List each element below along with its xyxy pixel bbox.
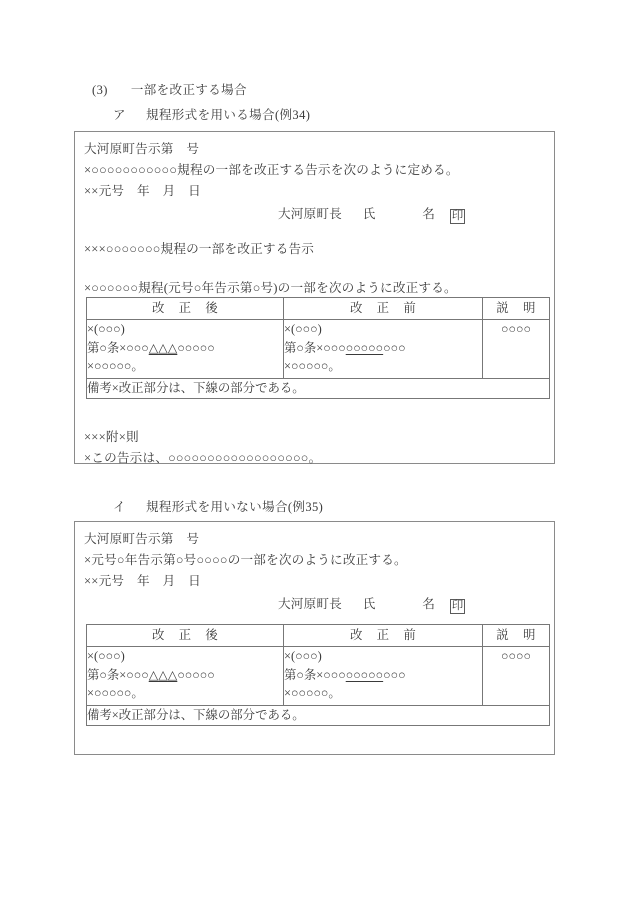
header-after-c3: 後 xyxy=(205,301,219,315)
before-row-2-post: ○○○ xyxy=(383,340,406,355)
ex34-supplementary-body: ×この告示は、○○○○○○○○○○○○○○○○○○。 xyxy=(84,451,322,465)
seal-stamp-icon-2: 印 xyxy=(450,599,466,614)
before-2-row-2-post: ○○○ xyxy=(383,667,406,682)
after-2-row-2-post: ○○○○○ xyxy=(177,667,215,682)
header-note-c2: 明 xyxy=(523,301,536,315)
ex34-notice-number-line: 大河原町告示第 号 xyxy=(84,142,200,156)
after-row-3: ×○○○○○。 xyxy=(87,359,144,374)
before-2-row-1: ×(○○○) xyxy=(284,649,322,663)
cell-note-ex34: ○○○○ xyxy=(483,320,550,379)
ex34-name-label-2: 名 xyxy=(422,207,435,221)
cell-after-ex35 xyxy=(87,647,284,706)
header-after xyxy=(87,298,284,320)
subsection-marker-i: イ xyxy=(113,500,126,514)
header-note xyxy=(483,298,550,320)
subsection-heading-i xyxy=(113,497,323,515)
ex35-preamble-line: ×元号○年告示第○号○○○○の一部を次のように改正する。 xyxy=(84,553,407,567)
header-before xyxy=(284,298,483,320)
header-after-2 xyxy=(87,625,284,647)
table-header-row xyxy=(87,298,550,320)
ex34-date-line: ××元号 年 月 日 xyxy=(84,184,201,198)
header-before-c3: 前 xyxy=(403,301,417,315)
header-after-2-c3: 後 xyxy=(205,628,219,642)
ex34-signature-line xyxy=(278,203,465,224)
ex35-date-line: ××元号 年 月 日 xyxy=(84,574,201,588)
before-2-row-3: ×○○○○○。 xyxy=(284,686,341,701)
ex34-lead-line: ×○○○○○○規程(元号○年告示第○号)の一部を次のように改正する。 xyxy=(84,281,457,295)
cell-note-ex35: ○○○○ xyxy=(483,647,550,706)
remark-ex35: 備考×改正部分は、下線の部分である。 xyxy=(87,706,550,726)
remark-ex34: 備考×改正部分は、下線の部分である。 xyxy=(87,379,550,399)
before-row-1: ×(○○○) xyxy=(284,322,322,336)
section-heading-3 xyxy=(92,80,247,98)
after-row-2-underlined: △△△ xyxy=(148,340,178,355)
ex34-title-line: ×××○○○○○○○規程の一部を改正する告示 xyxy=(84,242,315,256)
ex34-supplementary-heading: ×××附×則 xyxy=(84,430,139,444)
after-row-1: ×(○○○) xyxy=(87,322,125,336)
example-34-box xyxy=(74,131,555,464)
example-35-box xyxy=(74,521,555,755)
before-row-2-underlined: ○○○○○ xyxy=(345,340,384,355)
before-2-row-2-pre: 第○条×○○○ xyxy=(284,667,346,682)
header-before-2 xyxy=(284,625,483,647)
cell-after-ex34 xyxy=(87,320,284,379)
after-row-2-post: ○○○○○ xyxy=(177,340,215,355)
ex35-name-label-2: 名 xyxy=(422,597,435,611)
after-row-2 xyxy=(87,339,283,358)
seal-stamp-icon: 印 xyxy=(450,209,466,224)
header-before-2-c1: 改 xyxy=(349,628,363,642)
ex35-notice-number-line: 大河原町告示第 号 xyxy=(84,532,200,546)
table-body-row xyxy=(87,647,550,706)
before-2-row-2 xyxy=(284,666,482,685)
header-note-2-c1: 説 xyxy=(496,628,509,642)
ex35-signer-title: 大河原町長 xyxy=(278,597,342,611)
ex34-signer-title: 大河原町長 xyxy=(278,207,342,221)
cell-before-ex34 xyxy=(284,320,483,379)
header-after-c1: 改 xyxy=(151,301,165,315)
header-note-2-c2: 明 xyxy=(523,628,536,642)
before-row-2-pre: 第○条×○○○ xyxy=(284,340,346,355)
comparison-table-ex34 xyxy=(86,297,550,399)
section-title: 一部を改正する場合 xyxy=(130,83,247,97)
header-after-c2: 正 xyxy=(178,301,192,315)
before-row-2 xyxy=(284,339,482,358)
table-remark-row xyxy=(87,706,550,726)
after-2-row-1: ×(○○○) xyxy=(87,649,125,663)
header-before-2-c2: 正 xyxy=(376,628,390,642)
header-after-2-c1: 改 xyxy=(151,628,165,642)
ex34-preamble-line: ×○○○○○○○○○○○規程の一部を改正する告示を次のように定める。 xyxy=(84,163,459,177)
before-row-3: ×○○○○○。 xyxy=(284,359,341,374)
ex34-name-label-1: 氏 xyxy=(362,207,376,221)
subsection-title-a: 規程形式を用いる場合(例34) xyxy=(145,108,311,122)
after-2-row-2-pre: 第○条×○○○ xyxy=(87,667,149,682)
table-header-row xyxy=(87,625,550,647)
before-2-row-2-underlined: ○○○○○ xyxy=(345,667,384,682)
ex35-signature-line xyxy=(278,593,465,614)
after-2-row-2 xyxy=(87,666,283,685)
header-note-c1: 説 xyxy=(496,301,509,315)
header-before-c1: 改 xyxy=(349,301,363,315)
cell-before-ex35 xyxy=(284,647,483,706)
subsection-title-i: 規程形式を用いない場合(例35) xyxy=(145,500,324,514)
after-row-2-pre: 第○条×○○○ xyxy=(87,340,149,355)
subsection-heading-a xyxy=(113,105,310,123)
comparison-table-ex35 xyxy=(86,624,550,726)
header-before-c2: 正 xyxy=(376,301,390,315)
subsection-marker-a: ア xyxy=(113,108,126,122)
ex35-name-label-1: 氏 xyxy=(362,597,376,611)
header-before-2-c3: 前 xyxy=(403,628,417,642)
table-body-row xyxy=(87,320,550,379)
section-number: (3) xyxy=(92,83,108,97)
header-note-2 xyxy=(483,625,550,647)
after-2-row-3: ×○○○○○。 xyxy=(87,686,144,701)
table-remark-row xyxy=(87,379,550,399)
after-2-row-2-underlined: △△△ xyxy=(148,667,178,682)
header-after-2-c2: 正 xyxy=(178,628,192,642)
